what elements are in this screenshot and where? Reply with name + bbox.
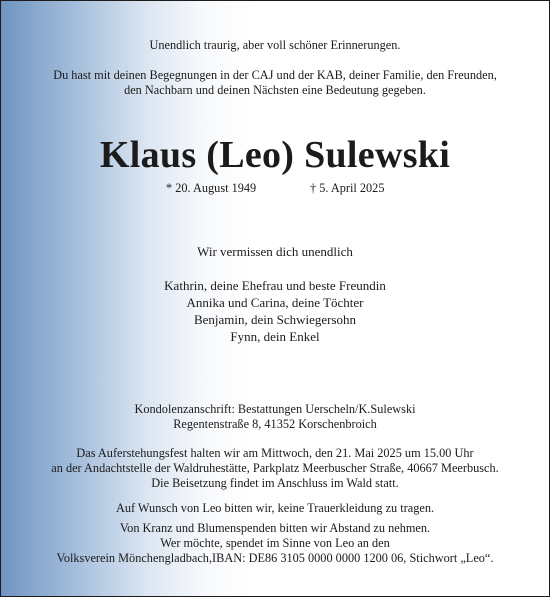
life-dates <box>1 181 549 196</box>
birth-date: * 20. August 1949 <box>166 181 257 195</box>
family-member: Kathrin, deine Ehefrau und beste Freundin <box>164 278 386 293</box>
tribute-line-1: Du hast mit deinen Begegnungen in der CAJ und der KAB, deiner Familie, den Freunden, <box>53 68 497 82</box>
death-date: † 5. April 2025 <box>310 181 385 195</box>
condolence-address-line-1: Kondolenzanschrift: Bestattungen Uerscheln/K.Sulewski <box>134 402 416 416</box>
condolence-address-line-2: Regentenstraße 8, 41352 Korschenbroich <box>173 417 377 431</box>
ceremony-line-1: Das Auferstehungsfest halten wir am Mittwoch, den 21. Mai 2025 um 15.00 Uhr <box>76 446 474 460</box>
clothing-request: Auf Wunsch von Leo bitten wir, keine Trauerkleidung zu tragen. <box>115 501 435 515</box>
missing-you-text: Wir vermissen dich unendlich <box>197 244 353 259</box>
intro-text: Unendlich traurig, aber voll schöner Erinnerungen. <box>149 38 401 52</box>
donation-line-1: Von Kranz und Blumenspenden bitten wir Abstand zu nehmen. <box>119 521 431 535</box>
donation-line-3: Volksverein Mönchengladbach,IBAN: DE86 3105 0000 0000 1200 06, Stichwort „Leo“. <box>56 551 494 565</box>
deceased-name: Klaus (Leo) Sulewski <box>99 134 451 176</box>
family-member: Benjamin, dein Schwiegersohn <box>193 312 357 327</box>
family-member: Annika und Carina, deine Töchter <box>186 295 364 310</box>
tribute-line-2: den Nachbarn und deinen Nächsten eine Bedeutung gegeben. <box>124 83 426 97</box>
ceremony-line-3: Die Beisetzung findet im Anschluss im Wald statt. <box>151 476 399 490</box>
family-member: Fynn, dein Enkel <box>230 329 320 344</box>
donation-line-2: Wer möchte, spendet im Sinne von Leo an den <box>160 536 390 550</box>
ceremony-line-2: an der Andachtstelle der Waldruhestätte, Parkplatz Meerbuscher Straße, 40667 Meerbusch. <box>51 461 499 475</box>
